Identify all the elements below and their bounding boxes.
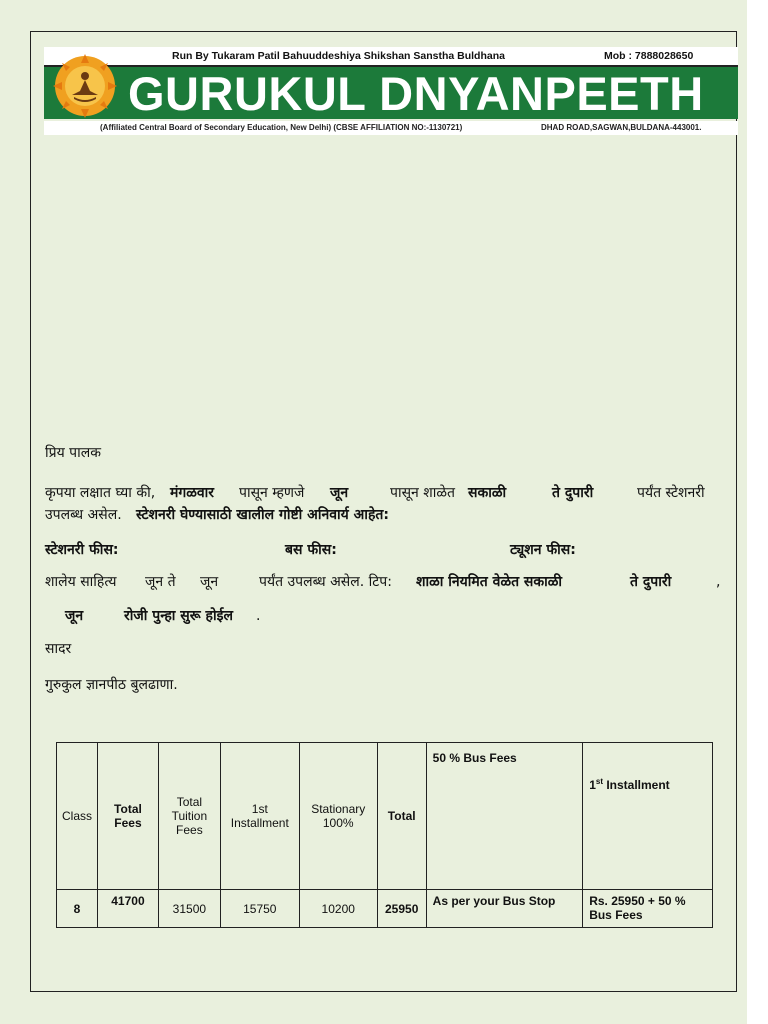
mobile-number: Mob : 7888028650: [604, 50, 694, 62]
line2-available: उपलब्ध असेल.: [45, 507, 122, 523]
header-total: Total: [377, 743, 426, 890]
line1-month: जून: [330, 485, 349, 501]
cell-class: 8: [57, 890, 98, 928]
line5-restart: रोजी पुन्हा सुरू होईल: [124, 608, 233, 624]
fees-table: [56, 742, 713, 928]
cell-installment: 15750: [220, 890, 299, 928]
run-by-text: Run By Tukaram Patil Bahuuddeshiya Shikshan Sanstha Buldhana: [172, 50, 505, 62]
closing: सादर: [45, 641, 72, 657]
line4-regular-time: शाळा नियमित वेळेत सकाळी: [416, 574, 563, 590]
line5-june: जून: [65, 608, 84, 624]
header-stationary: Stationary 100%: [299, 743, 377, 890]
signature: गुरुकुल ज्ञानपीठ बुलढाणा.: [45, 677, 178, 693]
school-logo-icon: [52, 53, 118, 119]
line1-school: पासून शाळेत: [390, 485, 456, 501]
school-name: GURUKUL DNYANPEETH: [128, 67, 704, 120]
line4-comma: ,: [716, 574, 721, 590]
line4-june: जून: [200, 574, 219, 590]
line5-period: .: [256, 608, 261, 624]
affiliation-strip: [44, 121, 738, 135]
tuition-fee-label: ट्यूशन फीस:: [510, 542, 576, 558]
line2-requirements: स्टेशनरी घेण्यासाठी खालील गोष्टी अनिवार्य आहेत:: [136, 507, 389, 523]
address-text: DHAD ROAD,SAGWAN,BULDANA-443001.: [541, 123, 702, 132]
cell-total-fees: 41700: [97, 890, 158, 928]
header-first-installment: 1st Installment: [583, 743, 713, 890]
cell-tuition: 31500: [158, 890, 220, 928]
line4-material: शालेय साहित्य: [45, 574, 117, 590]
page-margin: [747, 0, 768, 1024]
stationery-fee-label: स्टेशनरी फीस:: [45, 542, 119, 558]
line1-day: मंगळवार: [170, 485, 215, 501]
affiliation-text: (Affiliated Central Board of Secondary Education, New Delhi) (CBSE AFFILIATION NO:-1130721): [100, 123, 463, 132]
line1-afternoon: ते दुपारी: [552, 485, 594, 501]
cell-bus: As per your Bus Stop: [426, 890, 583, 928]
line1-intro: कृपया लक्षात घ्या की,: [45, 485, 156, 501]
letterhead-top-strip: [44, 47, 738, 67]
table-row: [57, 890, 713, 928]
header-total-fees: Total Fees: [97, 743, 158, 890]
line1-until: पर्यंत स्टेशनरी: [637, 485, 705, 501]
cell-first-installment: Rs. 25950 + 50 % Bus Fees: [583, 890, 713, 928]
line4-june-to: जून ते: [145, 574, 176, 590]
line1-morning: सकाळी: [468, 485, 507, 501]
header-bus-fees: 50 % Bus Fees: [426, 743, 583, 890]
letterhead: [44, 47, 738, 135]
bus-fee-label: बस फीस:: [285, 542, 337, 558]
cell-stationary: 10200: [299, 890, 377, 928]
header-installment: 1st Installment: [220, 743, 299, 890]
line1-from: पासून म्हणजे: [239, 485, 305, 501]
cell-total: 25950: [377, 890, 426, 928]
header-class: Class: [57, 743, 98, 890]
table-header-row: [57, 743, 713, 890]
header-tuition-fees: Total Tuition Fees: [158, 743, 220, 890]
salutation: प्रिय पालक: [45, 445, 101, 461]
line4-afternoon: ते दुपारी: [630, 574, 672, 590]
line4-note: पर्यंत उपलब्ध असेल. टिप:: [259, 574, 392, 590]
